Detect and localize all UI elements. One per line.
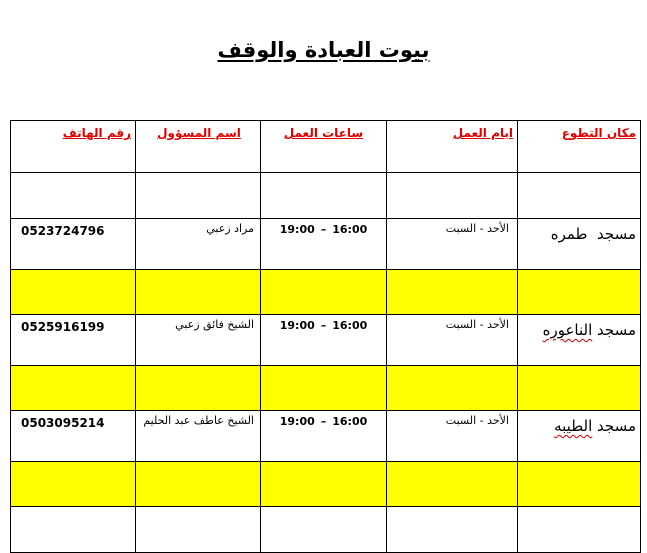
header-place: مكان التطوع: [518, 121, 641, 173]
hours-to: 19:00: [279, 319, 315, 332]
header-days: ايام العمل: [387, 121, 518, 173]
hours-from: 16:00: [332, 223, 368, 236]
place-prefix: مسجد: [597, 225, 636, 243]
header-name: اسم المسؤول: [136, 121, 261, 173]
hours-separator: –: [320, 415, 327, 428]
hours-separator: –: [320, 319, 327, 332]
responsible-name-cell: مراد زعبي: [136, 219, 261, 270]
table-header-row: [11, 121, 641, 173]
header-hours: ساعات العمل: [261, 121, 387, 173]
phone-cell: 0503095214: [11, 411, 136, 462]
responsible-name-cell: الشيخ فائق زعبي: [136, 315, 261, 366]
document-title: بيوت العبادة والوقف: [217, 38, 430, 62]
phone-cell: 0523724796: [11, 219, 136, 270]
phone-cell: 0525916199: [11, 315, 136, 366]
table-row-highlight: [11, 270, 641, 315]
table-row-partial: [11, 507, 641, 553]
days-cell: الأحد - السبت: [387, 411, 518, 462]
hours-from: 16:00: [332, 319, 368, 332]
place-name: الناعوره: [542, 321, 593, 339]
place-cell: [518, 219, 641, 270]
hours-to: 19:00: [279, 223, 315, 236]
place-name: طمره: [550, 225, 588, 243]
place-cell: [518, 315, 641, 366]
table-row: [11, 315, 641, 366]
days-cell: الأحد - السبت: [387, 219, 518, 270]
place-cell: [518, 411, 641, 462]
table-row: [11, 411, 641, 462]
header-phone: رقم الهاتف: [11, 121, 136, 173]
volunteer-schedule-table: [10, 120, 641, 553]
place-name: الطيبه: [554, 417, 593, 435]
table-row-highlight: [11, 462, 641, 507]
table-row: [11, 219, 641, 270]
hours-cell: [261, 315, 387, 366]
responsible-name-cell: الشيخ عاطف عبد الحليم: [136, 411, 261, 462]
days-cell: الأحد - السبت: [387, 315, 518, 366]
hours-to: 19:00: [279, 415, 315, 428]
place-prefix: مسجد: [597, 321, 636, 339]
table-row-blank: [11, 173, 641, 219]
table-row-highlight: [11, 366, 641, 411]
hours-separator: –: [320, 223, 327, 236]
hours-cell: [261, 411, 387, 462]
hours-from: 16:00: [332, 415, 368, 428]
place-prefix: مسجد: [597, 417, 636, 435]
hours-cell: [261, 219, 387, 270]
